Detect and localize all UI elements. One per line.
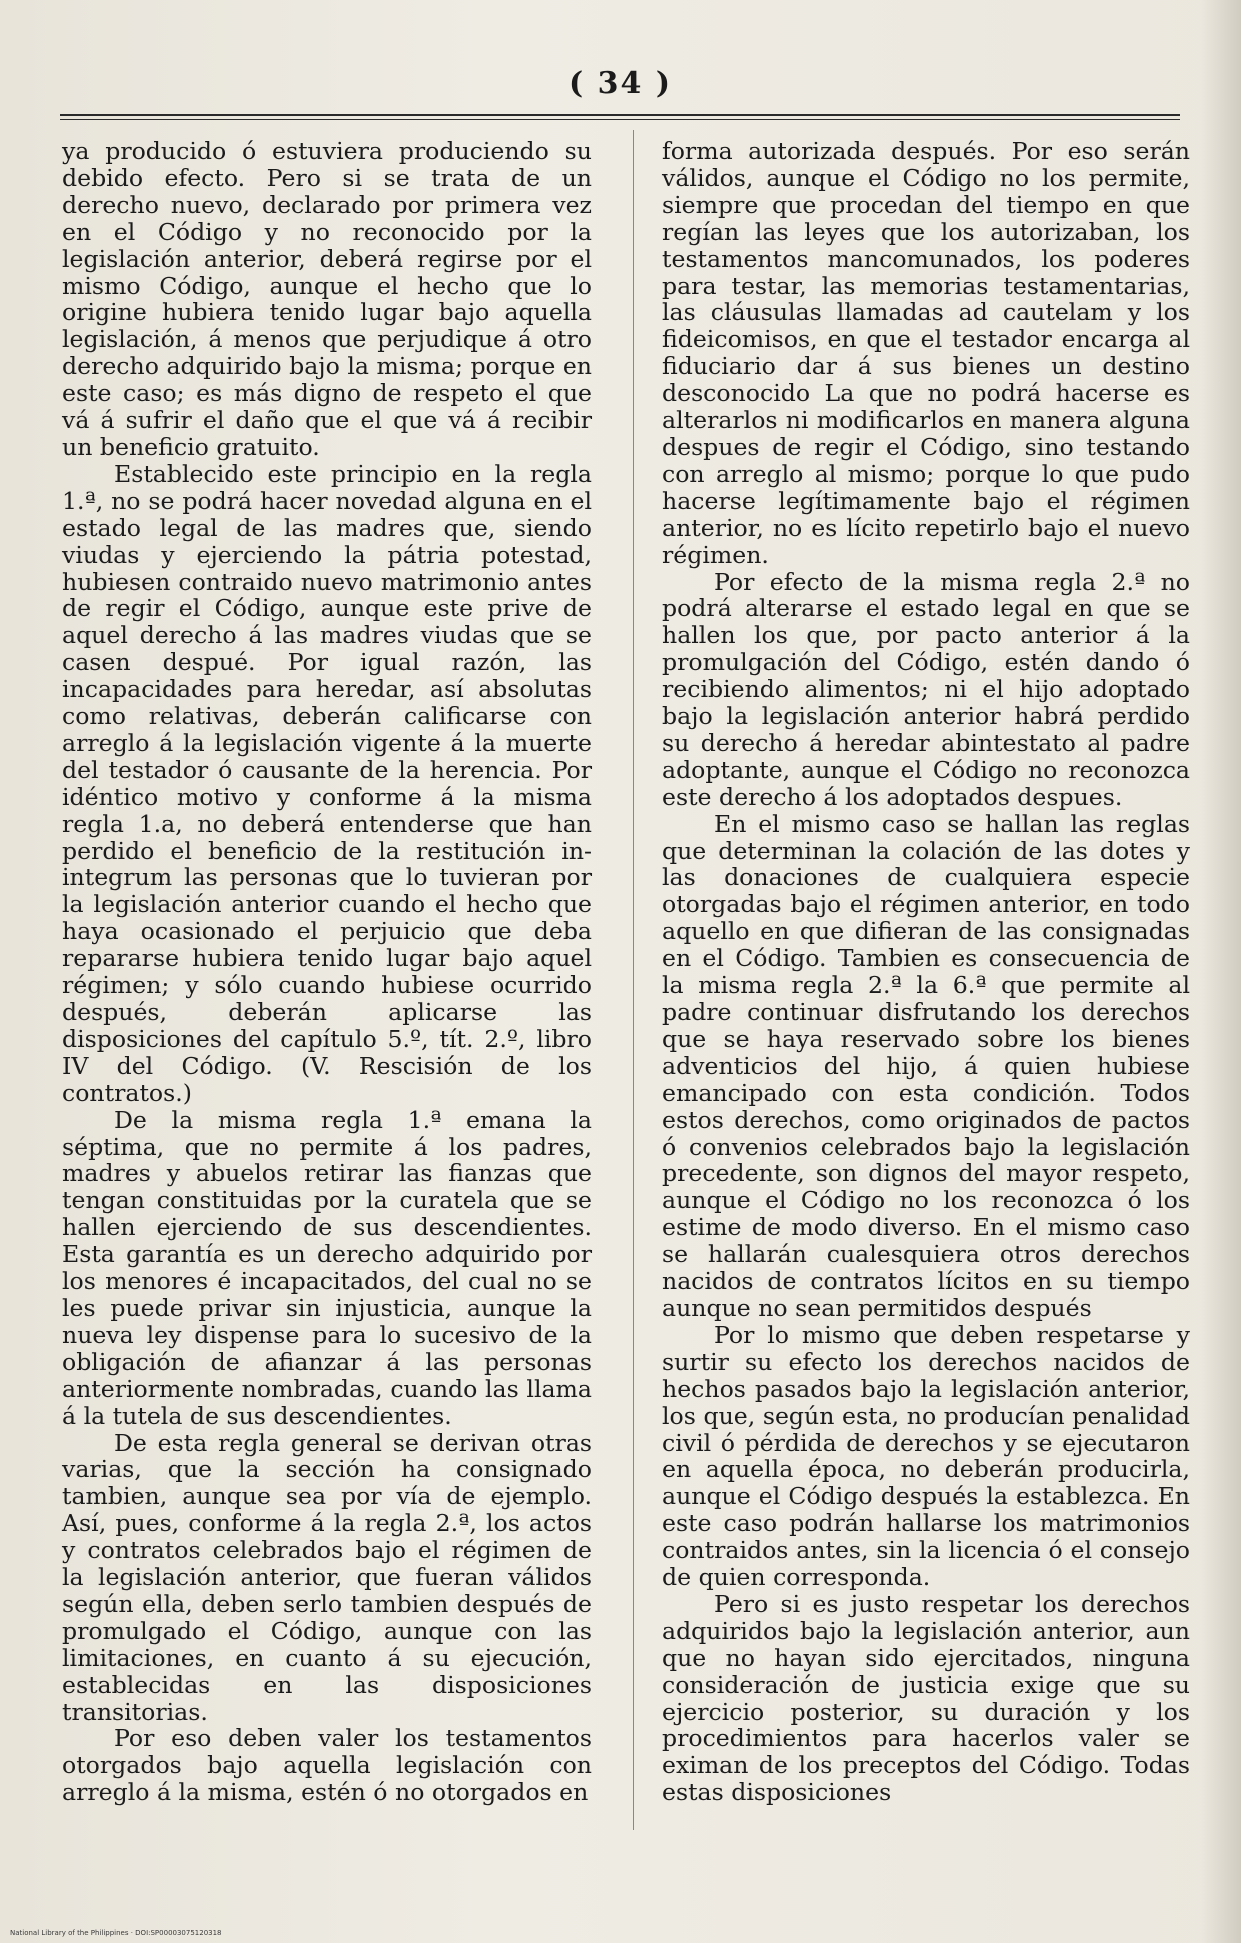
left-column [62, 137, 592, 1807]
paragraph: forma autorizada después. Por eso serán válidos, aunque el Código no los permite, siempre que procedan del tiempo en que regían las leyes que los autorizaban, los testamentos mancomunados, los poderes para testar, las memorias testamentarias, las cláusulas llamadas ad cautelam y los fideicomisos, en que el testador encarga al fiduciario dar á sus bienes un destino desconocido La que no podrá hacerse es alterarlos ni modificarlos en manera alguna despues de regir el Código, sino testando con arreglo al mismo; porque lo que pudo hacerse legítimamente bajo el régimen anterior, no es lícito repetirlo bajo el nuevo régimen. [662, 137, 1190, 569]
paragraph: De la misma regla 1.ª emana la séptima, que no permite á los padres, madres y abuelos retirar las fianzas que tengan constituidas por la curatela que se hallen ejerciendo de sus descendientes. Esta garantía es un derecho adquirido por los menores é incapacitados, del cual no se les puede privar sin injusticia, aunque la nueva ley dispense para lo sucesivo de la obligación de afianzar á las personas anteriormente nombradas, cuando las llama á la tutela de sus descendientes. [62, 1105, 592, 1430]
paragraph: Por eso deben valer los testamentos otorgados bajo aquella legislación con arreglo á la misma, estén ó no otorgados en [62, 1724, 592, 1807]
paragraph: De esta regla general se derivan otras varias, que la sección ha consignado tambien, aunque sea por vía de ejemplo. Así, pues, conforme á la regla 2.ª, los actos y contratos celebrados bajo el régimen de la legislación anterior, que fueran válidos según ella, deben serlo tambien después de promulgado el Código, aunque con las limitaciones, en cuanto á su ejecución, establecidas en las disposiciones transitorias. [62, 1428, 592, 1726]
page-edge-shadow [1201, 0, 1241, 1943]
scan-footer: National Library of the Philippines · DOI:SP00003075120318 [10, 1929, 222, 1937]
right-column [662, 137, 1190, 1807]
header-rule [60, 114, 1180, 116]
paragraph: En el mismo caso se hallan las reglas que determinan la colación de las dotes y las donaciones de cualquiera especie otorgadas bajo el régimen anterior, en todo aquello en que difieran de las consignadas en el Código. Tambien es consecuencia de la misma regla 2.ª la 6.ª que permite al padre continuar disfrutando los derechos que se haya reservado sobre los bienes adventicios del hijo, á quien hubiese emancipado con esta condición. Todos estos derechos, como originados de pactos ó convenios celebrados bajo la legislación precedente, son dignos del mayor respeto, aunque el Código no los reconozca ó los estime de modo diverso. En el mismo caso se hallarán cualesquiera otros derechos nacidos de contratos lícitos en su tiempo aunque no sean permitidos después [662, 809, 1190, 1322]
paragraph: Pero si es justo respetar los derechos adquiridos bajo la legislación anterior, aun que no hayan sido ejercitados, ninguna consideración de justicia exige que su ejercicio posterior, su duración y los procedimientos para hacerlos valer se eximan de los preceptos del Código. Todas estas disposiciones [662, 1589, 1190, 1807]
page-number: ( 34 ) [568, 66, 673, 101]
paragraph: Por efecto de la misma regla 2.ª no podrá alterarse el estado legal en que se hallen los que, por pacto anterior á la promulgación del Código, estén dando ó recibiendo alimentos; ni el hijo adoptado bajo la legislación anterior habrá perdido su derecho á heredar abintestato al padre adoptante, aunque el Código no reconozca este derecho á los adoptados despues. [662, 567, 1190, 811]
column-divider [633, 130, 634, 1830]
paragraph: Por lo mismo que deben respetarse y surtir su efecto los derechos nacidos de hechos pasados bajo la legislación anterior, los que, según esta, no producían penalidad civil ó pérdida de derechos y se ejecutaron en aquella época, no deberán producirla, aunque el Código después la establezca. En este caso podrán hallarse los matrimonios contraidos antes, sin la licencia ó el consejo de quien corresponda. [662, 1320, 1190, 1592]
header-rule-thin [60, 119, 1180, 120]
paragraph: ya producido ó estuviera produciendo su debido efecto. Pero si se trata de un derecho nuevo, declarado por primera vez en el Código y no reconocido por la legislación anterior, deberá regirse por el mismo Código, aunque el hecho que lo origine hubiera tenido lugar bajo aquella legislación, á menos que perjudique á otro derecho adquirido bajo la misma; porque en este caso; es más digno de respeto el que vá á sufrir el daño que el que vá á recibir un beneficio gratuito. [62, 137, 592, 461]
paragraph: Establecido este principio en la regla 1.ª, no se podrá hacer novedad alguna en el estado legal de las madres que, siendo viudas y ejerciendo la pátria potestad, hubiesen contraido nuevo matrimonio antes de regir el Código, aunque este prive de aquel derecho á las madres viudas que se casen despué. Por igual razón, las incapacidades para heredar, así absolutas como relativas, deberán calificarse con arreglo á la legislación vigente á la muerte del testador ó causante de la herencia. Por idéntico motivo y conforme á la misma regla 1.a, no deberá entenderse que han perdido el beneficio de la restitución in-integrum las personas que lo tuvieran por la legislación anterior cuando el hecho que haya ocasionado el perjuicio que deba repararse hubiera tenido lugar bajo aquel régimen; y sólo cuando hubiese ocurrido después, deberán aplicarse las disposiciones del capítulo 5.º, tít. 2.º, libro IV del Código. (V. Rescisión de los contratos.) [62, 459, 592, 1107]
